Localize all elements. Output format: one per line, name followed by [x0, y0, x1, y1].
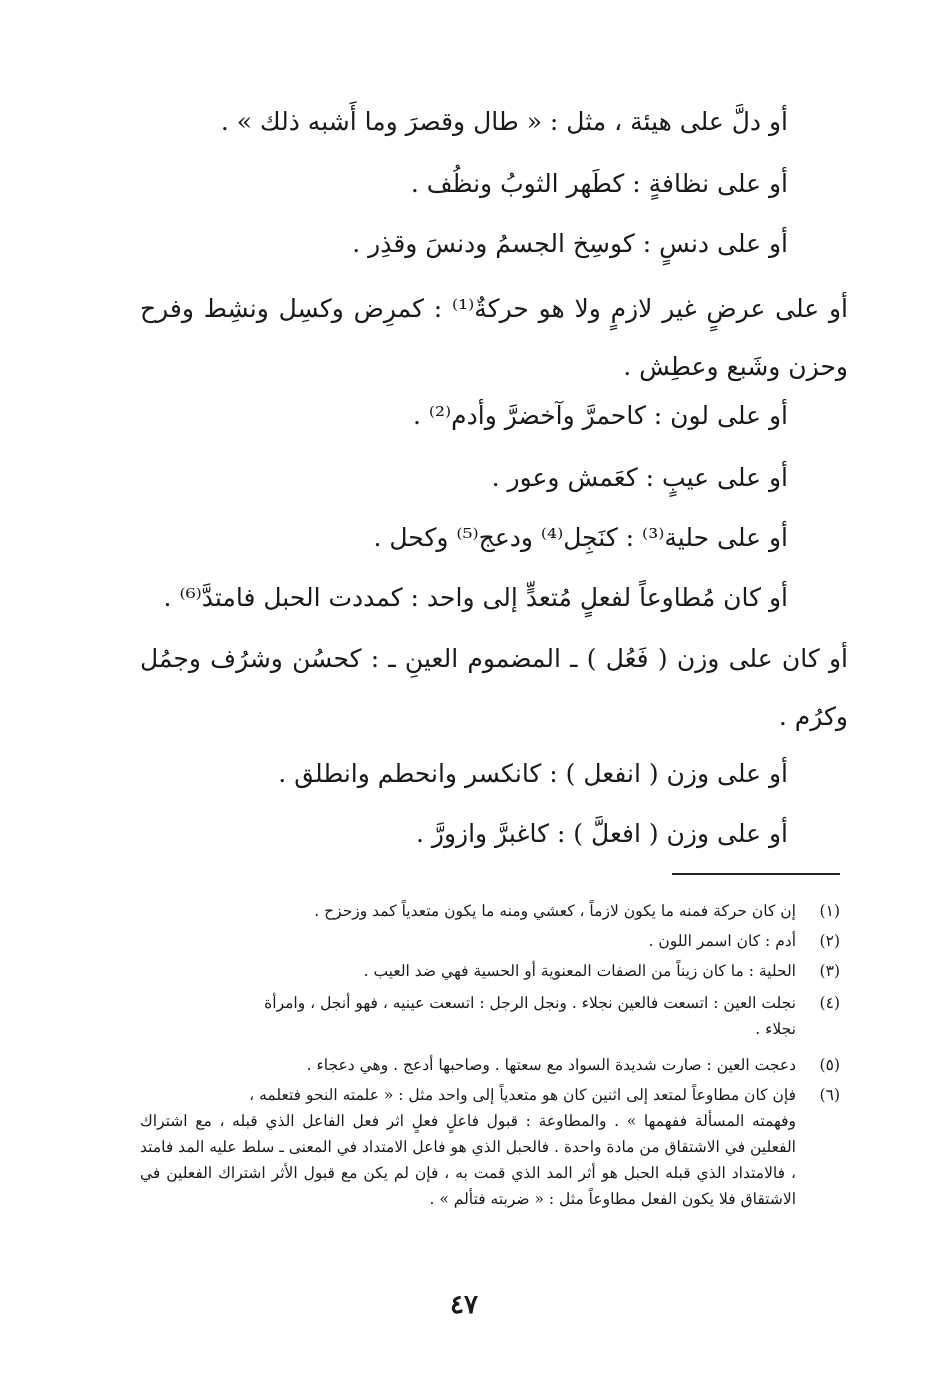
footnote-text: أدم : كان اسمر اللون .	[648, 932, 796, 950]
footnote-number: (٤)	[819, 994, 840, 1012]
footnote-number: (٢)	[819, 932, 840, 950]
footnote-continuation: نجلاء .	[755, 1020, 796, 1038]
body-line: أو على نظافةٍ : كطَهر الثوبُ ونظُف .	[410, 169, 788, 198]
footnote-5	[140, 1052, 840, 1078]
body-line: أو كان مُطاوعاً لفعلٍ مُتعدٍّ إلى واحد : كمددت الحبل فامتدَّ⁽⁶⁾ .	[163, 583, 788, 612]
footnote-text: نجلت العين : اتسعت فالعين نجلاء . ونجل الرجل : اتسعت عينيه ، فهو أنجل ، وامرأة	[264, 994, 796, 1012]
footnote-1	[140, 898, 840, 924]
body-line: أو على لون : كاحمرَّ وآخضرَّ وأدم⁽²⁾ .	[412, 401, 788, 430]
footnote-continuation: وفهمته المسألة ففهمها » . والمطاوعة : قبول فاعلٍ فعلٍ اثر فعل الفاعل الذي قبله ، مع اشتراك الفعلين في الاشتقاق من مادة واحدة . فالحبل الذي هو فاعل الامتداد في المعنى ـ سلط عليه المد فامتد ، فالامتداد الذي قبله الحبل هو أثر المد الذي قمت به ، فإن لم يكن مع قبول الأثر اشتراك الفعلين في الاشتقاق فلا يكون الفعل مطاوعاً مثل : « ضربته فتألم » .	[140, 1112, 796, 1208]
body-line: أو على دنسٍ : كوسِخ الجسمُ ودنسَ وقذِر .	[352, 229, 788, 258]
body-line: أو على عرضٍ غير لازمٍ ولا هو حركةٌ⁽¹⁾ : كمرِض وكسِل ونشِط وفرح وحزن وشَبع وعطِش .	[140, 294, 848, 381]
footnote-2	[140, 928, 840, 954]
footnote-text: الحلية : ما كان زيناً من الصفات المعنوية أو الحسية فهي ضد العيب .	[363, 962, 796, 980]
body-line: أو على حلية⁽³⁾ : كنَجِل⁽⁴⁾ ودعج⁽⁵⁾ وكحل .	[373, 523, 788, 552]
body-line: أو على وزن ( انفعل ) : كانكسر وانحطم وانطلق .	[278, 759, 788, 788]
footnote-text: فإن كان مطاوعاً لمتعد إلى اثنين كان هو متعدياً إلى واحد مثل : « علمته النحو فتعلمه ،	[249, 1086, 796, 1104]
footnote-6	[140, 1082, 840, 1212]
body-line: أو كان على وزن ( فَعُل ) ـ المضموم العينِ ـ : كحسُن وشرُف وجمُل وكرُم .	[140, 644, 848, 731]
footnote-separator	[672, 873, 840, 875]
footnote-number: (٥)	[819, 1056, 840, 1074]
body-line: أو على وزن ( افعلَّ ) : كاغبرَّ وازورَّ .	[415, 819, 788, 848]
body-line: أو دلَّ على هيئة ، مثل : « طال وقصرَ وما أَشبه ذلك » .	[220, 107, 788, 136]
footnote-number: (١)	[819, 902, 840, 920]
footnote-4	[140, 990, 840, 1042]
footnote-text: إن كان حركة فمنه ما يكون لازماً ، كعشي ومنه ما يكون متعدياً كمد وزحزح .	[314, 902, 796, 920]
footnote-3	[140, 958, 840, 984]
page-number: ٤٧	[450, 1290, 478, 1320]
footnote-number: (٦)	[819, 1086, 840, 1104]
body-line: أو على عيبٍ : كعَمش وعور .	[491, 463, 788, 492]
footnote-text: دعجت العين : صارت شديدة السواد مع سعتها . وصاحبها أدعج . وهي دعجاء .	[306, 1056, 796, 1074]
footnote-number: (٣)	[819, 962, 840, 980]
